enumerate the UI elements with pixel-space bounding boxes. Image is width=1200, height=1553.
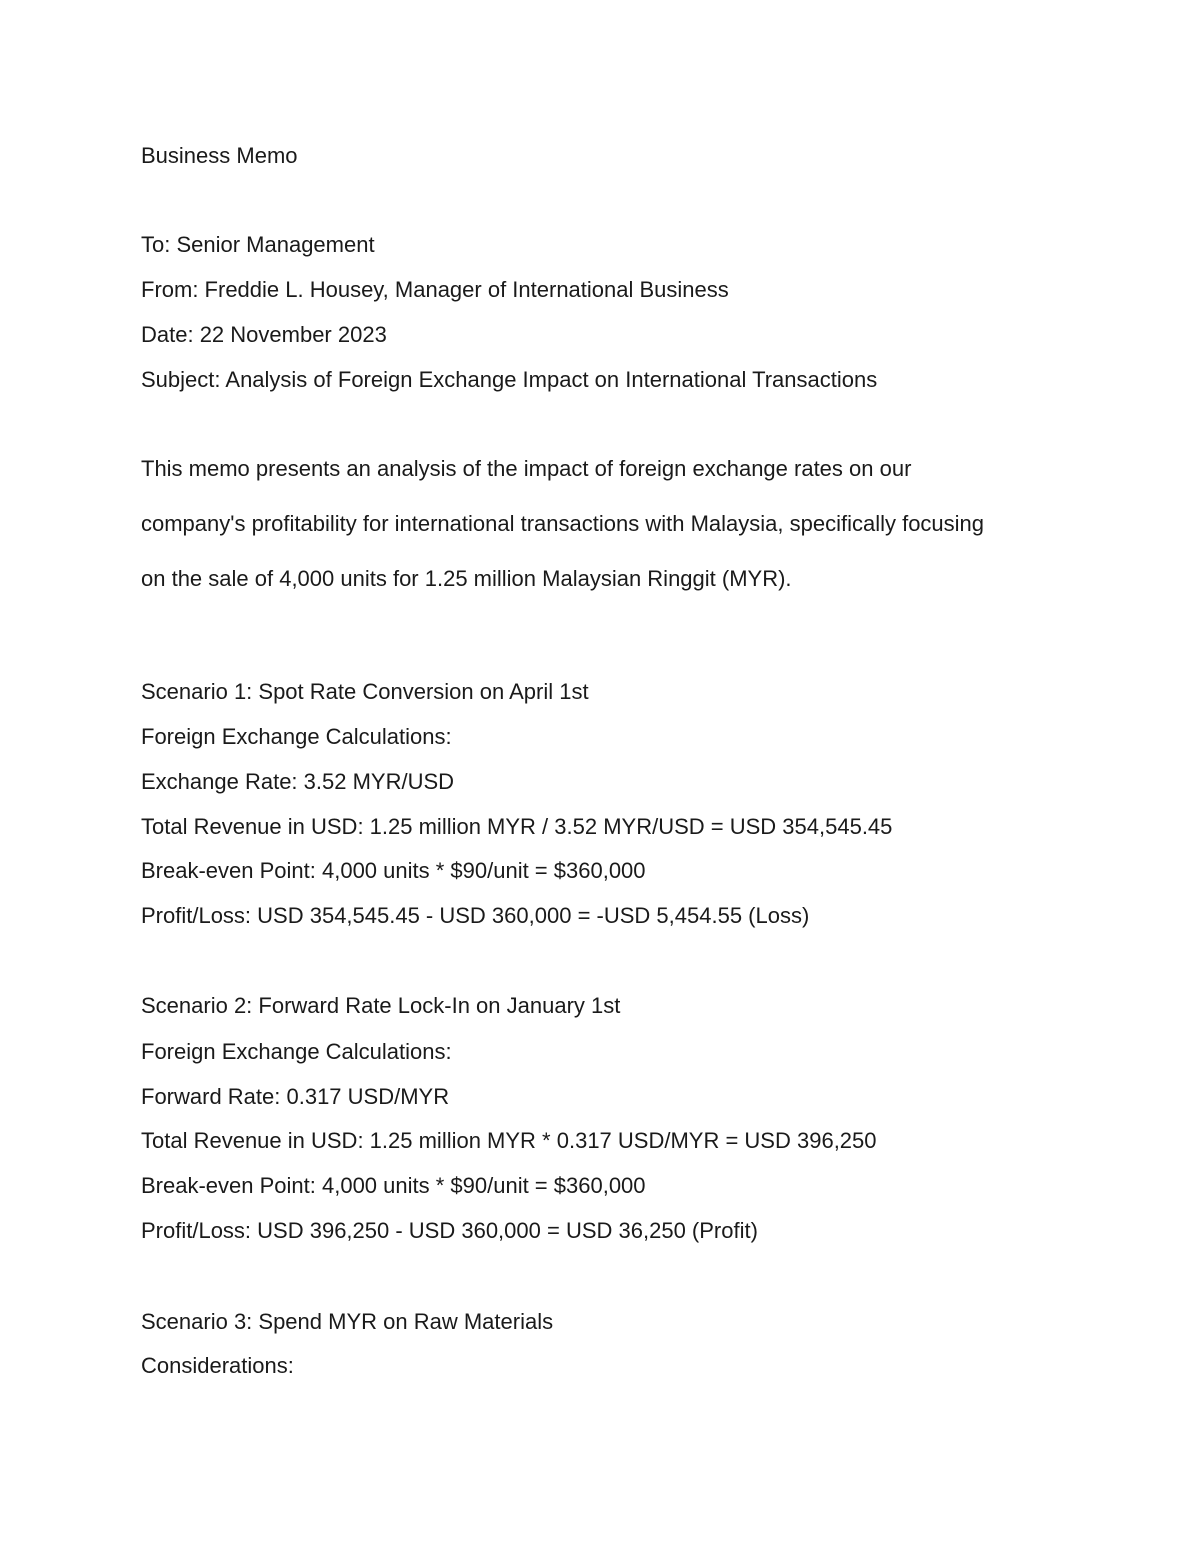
scenario2-breakeven: Break-even Point: 4,000 units * $90/unit = $360,000 (141, 1173, 646, 1198)
scenario1-revenue: Total Revenue in USD: 1.25 million MYR / 3.52 MYR/USD = USD 354,545.45 (141, 814, 893, 839)
memo-from: From: Freddie L. Housey, Manager of International Business (141, 277, 729, 302)
intro-line-2: company's profitability for international transactions with Malaysia, specifically focusing (141, 511, 985, 536)
scenario2-profit: Profit/Loss: USD 396,250 - USD 360,000 = USD 36,250 (Profit) (141, 1218, 758, 1243)
scenario2-calc-label: Foreign Exchange Calculations: (141, 1039, 452, 1064)
scenario1-breakeven: Break-even Point: 4,000 units * $90/unit = $360,000 (141, 858, 646, 883)
memo-subject: Subject: Analysis of Foreign Exchange Impact on International Transactions (141, 367, 878, 392)
scenario2-rate: Forward Rate: 0.317 USD/MYR (141, 1084, 450, 1109)
scenario1-calc-label: Foreign Exchange Calculations: (141, 724, 452, 749)
scenario3-heading: Scenario 3: Spend MYR on Raw Materials (141, 1309, 554, 1334)
memo-title: Business Memo (141, 143, 298, 168)
scenario2-revenue: Total Revenue in USD: 1.25 million MYR * 0.317 USD/MYR = USD 396,250 (141, 1128, 877, 1153)
memo-date: Date: 22 November 2023 (141, 322, 387, 347)
scenario1-heading: Scenario 1: Spot Rate Conversion on April 1st (141, 679, 589, 704)
scenario3-considerations-label: Considerations: (141, 1353, 294, 1378)
scenario1-profit: Profit/Loss: USD 354,545.45 - USD 360,000 = -USD 5,454.55 (Loss) (141, 903, 810, 928)
scenario2-heading: Scenario 2: Forward Rate Lock-In on January 1st (141, 993, 621, 1018)
intro-line-1: This memo presents an analysis of the impact of foreign exchange rates on our (141, 456, 912, 481)
memo-to: To: Senior Management (141, 232, 375, 257)
scenario1-rate: Exchange Rate: 3.52 MYR/USD (141, 769, 455, 794)
intro-line-3: on the sale of 4,000 units for 1.25 million Malaysian Ringgit (MYR). (141, 566, 792, 591)
